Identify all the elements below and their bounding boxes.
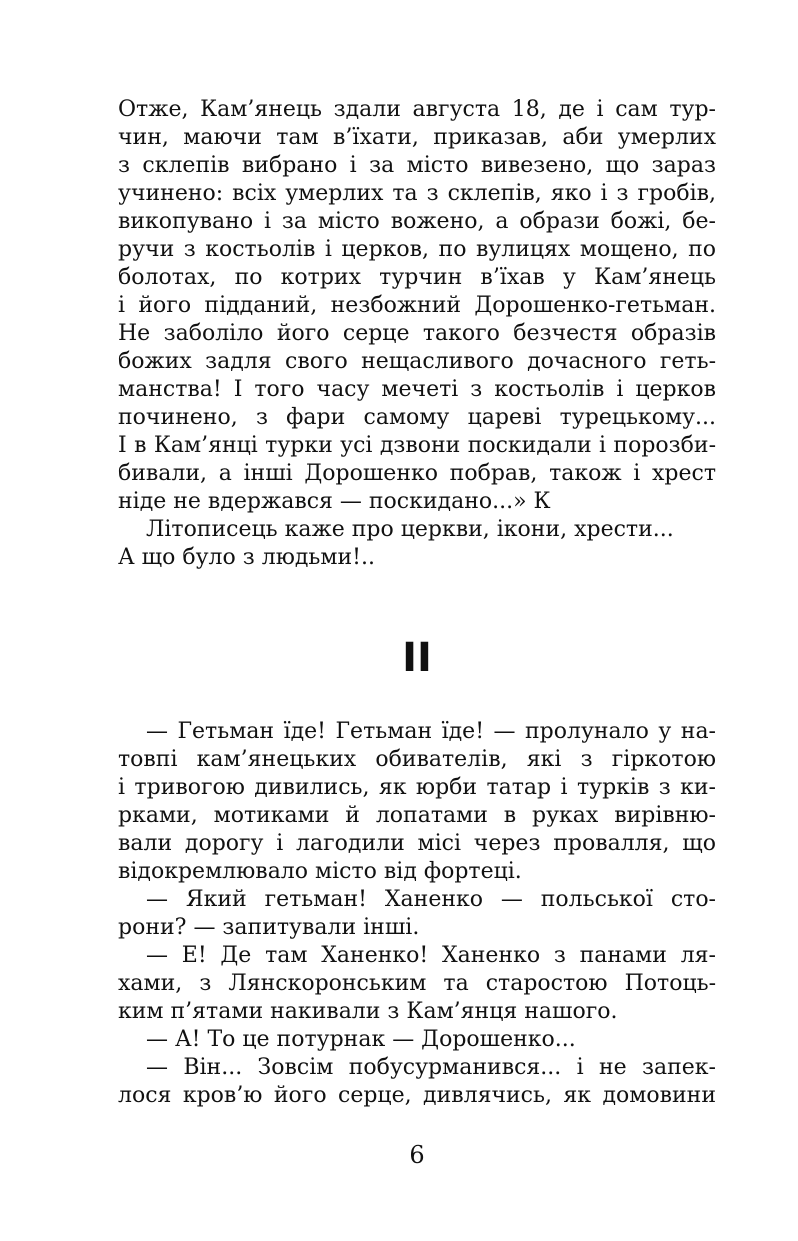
text-line: божих задля свого нещасливого дочасного геть- — [118, 349, 716, 374]
text-line: — Гетьман їде! Гетьман їде! — пролунало у на- — [146, 719, 716, 744]
text-line: І в Кам’янці турки усі дзвони поскидали і порозби- — [118, 433, 716, 458]
text-line: болотах, по котрих турчин в’їхав у Кам’янець — [118, 265, 716, 290]
text-line: з склепів вибрано і за місто вивезено, що зараз — [118, 153, 716, 178]
text-line: вали дорогу і лагодили місі через провалля, що — [118, 831, 716, 856]
text-line: Отже, Кам’янець здали августа 18, де і сам тур- — [118, 97, 716, 122]
text-line: — А! То це потурнак — Дорошенко... — [146, 1027, 576, 1052]
text-line: бивали, а інші Дорошенко побрав, також і хрест — [118, 461, 716, 486]
text-line: і тривогою дивились, як юрби татар і турків з ки- — [118, 775, 716, 800]
text-line: — Який гетьман! Ханенко — польської сто- — [146, 887, 716, 912]
text-line: Літописець каже про церкви, ікони, хрести... — [146, 517, 674, 542]
text-line: лося кров’ю його серце, дивлячись, як домовини — [118, 1083, 716, 1108]
section-1-text — [118, 96, 716, 572]
text-line: відокремлювало місто від фортеці. — [118, 859, 522, 884]
text-line: починено, з фари самому цареві турецькому... — [118, 405, 716, 430]
text-line: викопувано і за місто вожено, а образи божі, бе- — [118, 209, 716, 234]
text-line: ніде не вдержався — поскидано...» К — [118, 489, 551, 514]
text-line: рками, мотиками й лопатами в руках вирівню- — [118, 803, 716, 828]
text-line: рони? — запитували інші. — [118, 915, 420, 940]
page-number: 6 — [409, 1141, 425, 1169]
text-line: А що було з людьми!.. — [118, 545, 375, 570]
text-line: і його підданий, незбожний Дорошенко-гетьман. — [118, 293, 716, 318]
text-line: ким п’ятами накивали з Кам’янця нашого. — [118, 999, 618, 1024]
text-line: Не заболіло його серце такого безчестя образів — [118, 321, 716, 346]
section-2-text — [118, 718, 716, 1110]
text-line: манства! І того часу мечеті з костьолів і церков — [118, 377, 716, 402]
text-line: чин, маючи там в’їхати, приказав, аби умерлих — [118, 125, 716, 150]
text-line: учинено: всіх умерлих та з склепів, яко і з гробів, — [118, 181, 716, 206]
text-line: — Він... Зовсім побусурманився... і не запек- — [146, 1055, 716, 1080]
text-line: хами, з Лянскоронським та старостою Потоць- — [118, 971, 716, 996]
chapter-heading: II — [402, 635, 432, 681]
text-line: ручи з костьолів і церков, по вулицях мощено, по — [118, 237, 716, 262]
text-line: товпі кам’янецьких обивателів, які з гіркотою — [118, 747, 716, 772]
text-line: — Е! Де там Ханенко! Ханенко з панами ля- — [146, 943, 716, 968]
